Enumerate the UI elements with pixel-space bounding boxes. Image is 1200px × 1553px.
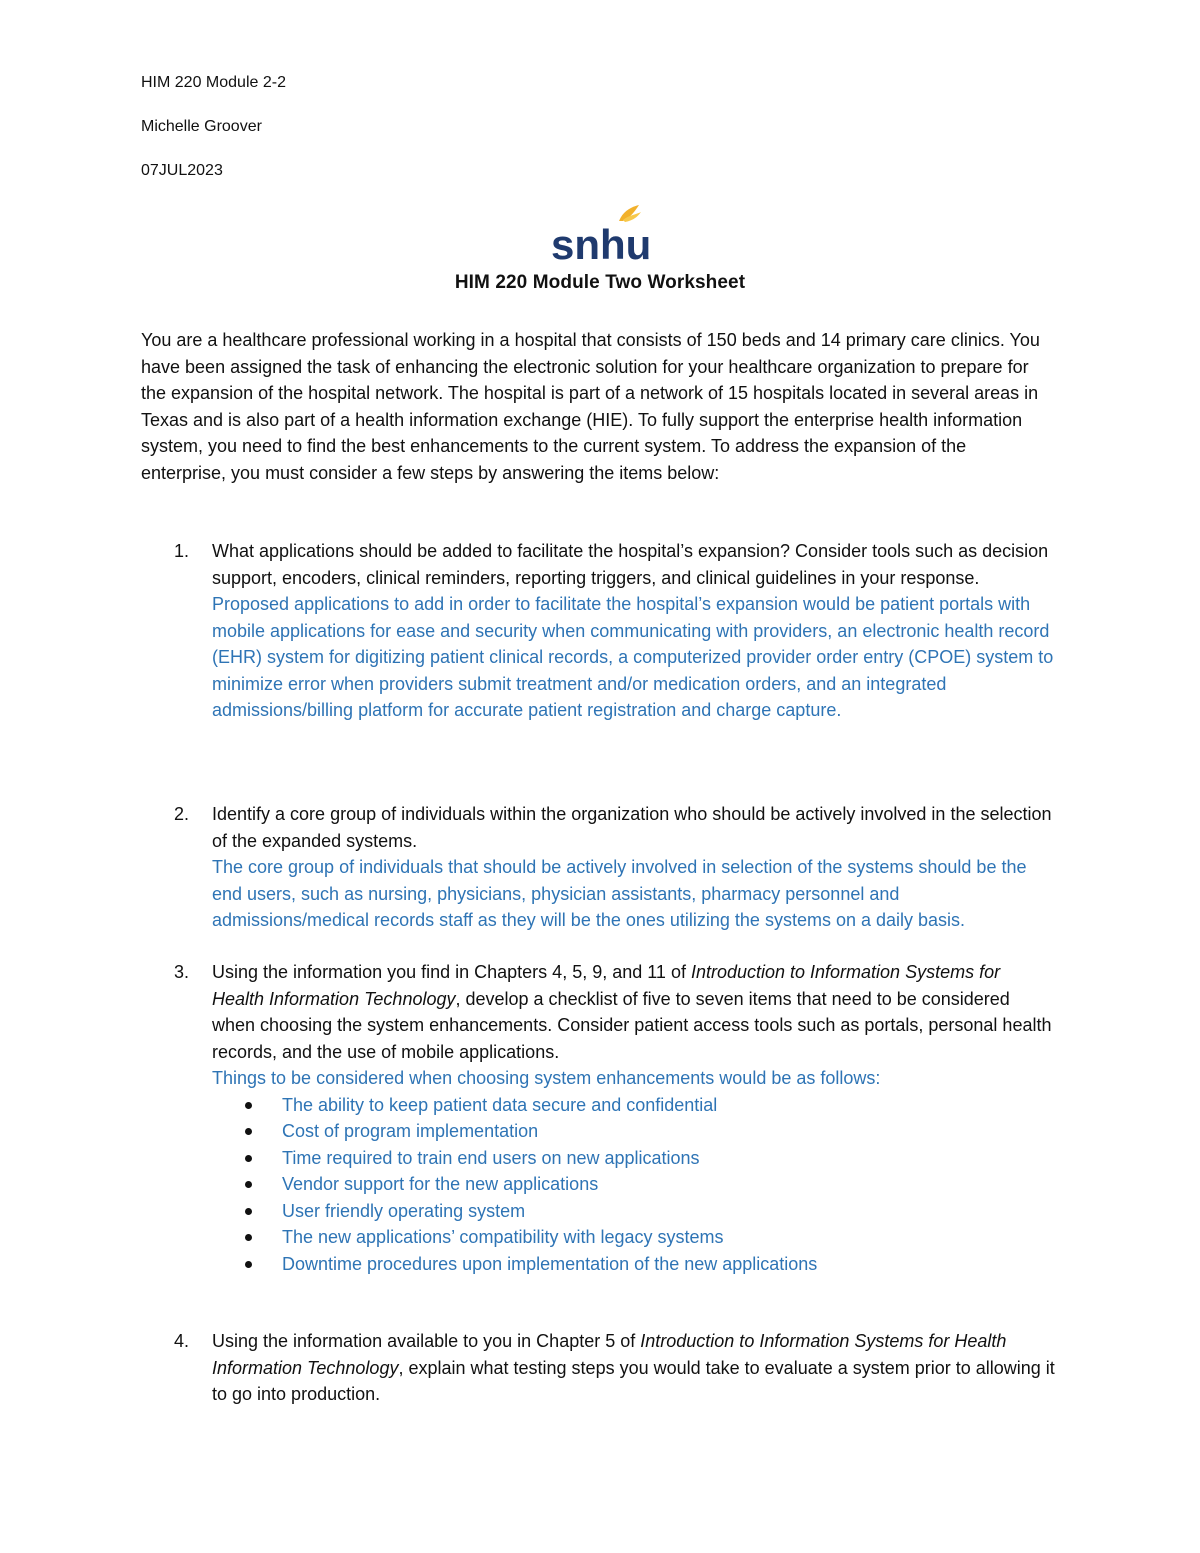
bullet-icon [245,1208,252,1215]
question-4 [141,1328,1056,1408]
question-number: 2. [174,804,190,824]
question-text: Using the information you find in Chapters 4, 5, 9, and 11 of Introduction to Information Systems for Health Information Technology, develop a checklist of five to seven items that need to be considered when choosing the system enhancements. Consider patient access tools such as portals, personal health records, and the use of mobile applications. [212,962,1052,1062]
bullet-icon [245,1155,252,1162]
bullet-icon [245,1261,252,1268]
checklist-item: User friendly operating system [212,1198,1056,1225]
question-number: 1. [174,541,190,561]
question-2 [141,801,1056,934]
question-number: 3. [174,962,190,982]
intro-paragraph: You are a healthcare professional working in a hospital that consists of 150 beds and 14 primary care clinics. You have been assigned the task of enhancing the electronic solution for your healthcare organization to prepare for the expansion of the hospital network. The hospital is part of a network of 15 hospitals located in several areas in Texas and is also part of a health information exchange (HIE). To fully support the enterprise health information system, you need to find the best enhancements to the current system. To address the expansion of the enterprise, you must consider a few steps by answering the items below: [141,330,1040,483]
question-3 [141,959,1056,1277]
checklist-item: Cost of program implementation [212,1118,1056,1145]
course-header: HIM 220 Module 2-2 [141,74,286,91]
answer-text: Proposed applications to add in order to facilitate the hospital’s expansion would be patient portals with mobile applications for ease and security when communicating with providers, an electronic health record (EHR) system for digitizing patient clinical records, a computerized provider order entry (CPOE) system to minimize error when providers submit treatment and/or medication orders, and an integrated admissions/billing platform for accurate patient registration and charge capture. [212,594,1054,720]
checklist [212,1092,1056,1278]
book-title: Introduction to Information Systems for Health Information Technology [212,1331,1007,1378]
question-number: 4. [174,1331,190,1351]
bullet-icon [245,1181,252,1188]
logo-text: snhu [551,221,652,267]
checklist-item: Vendor support for the new applications [212,1171,1056,1198]
question-text: Using the information available to you in Chapter 5 of Introduction to Information Systems for Health Information Technology, explain what testing steps you would take to evaluate a system prior to allowing it to go into production. [212,1331,1055,1404]
checklist-item: Downtime procedures upon implementation of the new applications [212,1251,1056,1278]
book-title: Introduction to Information Systems for Health Information Technology [212,962,1001,1009]
checklist-item: The ability to keep patient data secure and confidential [212,1092,1056,1119]
submission-date: 07JUL2023 [141,162,223,179]
bullet-icon [245,1128,252,1135]
checklist-item: The new applications’ compatibility with legacy systems [212,1224,1056,1251]
question-text: Identify a core group of individuals within the organization who should be actively involved in the selection of the expanded systems. [212,804,1052,851]
bullet-icon [245,1102,252,1109]
answer-intro: Things to be considered when choosing system enhancements would be as follows: [212,1068,881,1088]
checklist-item: Time required to train end users on new applications [212,1145,1056,1172]
question-text: What applications should be added to facilitate the hospital’s expansion? Consider tools such as decision support, encoders, clinical reminders, reporting triggers, and clinical guidelines in your response. [212,541,1049,588]
student-name: Michelle Groover [141,118,262,135]
question-1 [141,538,1056,724]
snhu-logo [549,203,653,267]
answer-text: The core group of individuals that should be actively involved in selection of the systems should be the end users, such as nursing, physicians, physician assistants, pharmacy personnel and admissions/medical records staff as they will be the ones utilizing the systems on a daily basis. [212,857,1027,930]
worksheet-title: HIM 220 Module Two Worksheet [454,272,746,293]
bullet-icon [245,1234,252,1241]
